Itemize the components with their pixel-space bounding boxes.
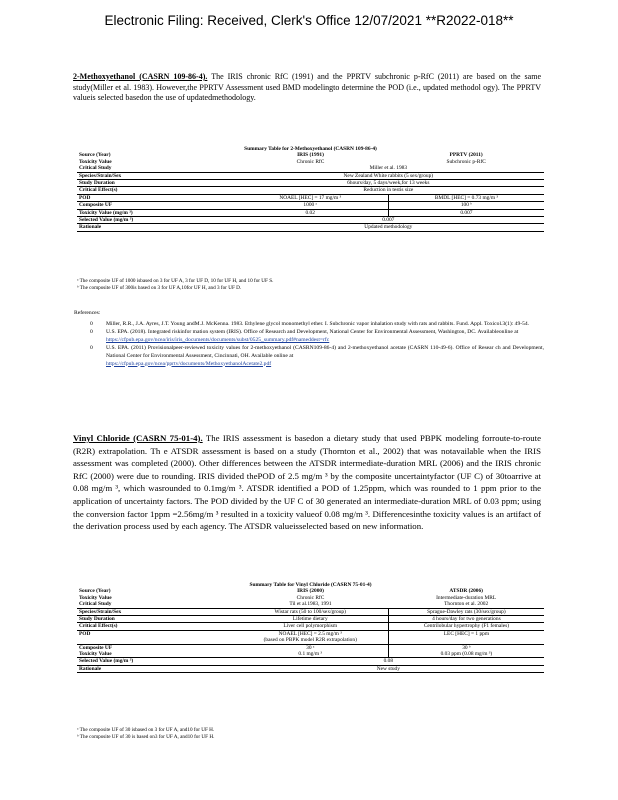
vinyl-chloride-heading: Vinyl Chloride (CASRN 75-01-4).	[73, 433, 203, 443]
vinyl-chloride-paragraph	[73, 432, 541, 533]
table2-source-b: ATSDR (2006)	[449, 588, 483, 595]
vinyl-chloride-text: The IRIS assessment is basedon a dietary study that used PBPK modeling forroute-to-route (R2R) extrapolation. Th e ATSDR assessment is based on a study (Thornton et al., 2002) that was notavailable when the IRIS assessment was completed (2000). Other differences between the ATSDR intermediate-duration MRL (2006) and the IRIS chronic RfC (2000) were due to rounding. IRIS divided thePOD of 2.5 mg/m ³ by the composite uncertaintyfactor (UF C) of 30toarrive at 0.08 mg/m ³, which wasrounded to 0.1mg/m ³. ATSDR identified a POD of 1.25ppm, which was rounded to 1 ppm prior to the application of uncertainty factors. The POD divided by the UF C of 30 generated an intermediate-duration MRL of 0.03 ppm; using the conversion factor 1ppm =2.56mg/m ³ resulted in a toxicity valueof 0.08 mg/m ³. Differencesinthe toxicity values is an artifact of the derivation process used by each agency. The ATSDR valueisselected based on new information.	[73, 433, 542, 532]
table1-rationale-label: Rationale	[77, 224, 233, 231]
table1-toxicity-label: Toxicity Value	[79, 158, 112, 165]
reference-text: U.S. EPA. (2018). Integrated riskinfor mation system (IRIS). Office of Research and Development, National Center for Environmental Assessment, Washington, DC. Availableonline at	[106, 329, 519, 336]
references-section	[74, 310, 544, 369]
reference-text: Miller, R.R., J.A. Ayres, J.T. Young andM.J. McKenna. 1983. Ethylene glycol monomethyl ether. I. Subchronic vapor inhalation study with rats and rabbits. Fund. Appl. Toxicol.3(1): 49-54.	[106, 320, 530, 327]
table2-rationale-value: New study	[233, 665, 544, 672]
table1-study-value: Miller et al. 1983	[369, 165, 408, 172]
table1-source-label: Source (Year)	[79, 152, 111, 159]
table2-pod-a-note: (based on PBPK model R2R extrapolation)	[263, 637, 357, 644]
reference-item	[74, 321, 544, 329]
table2-selected-value: 0.08	[233, 658, 544, 665]
table1-source-b: PPRTV (2011)	[449, 152, 483, 159]
table1-pod-a: NOAEL [HEC] = 17 mg/m ³	[233, 194, 389, 201]
table2-study-label: Critical Study	[79, 601, 112, 608]
table2-source-label: Source (Year)	[79, 588, 111, 595]
table2-pod-a-value: NOAEL [HEC] = 2.5 mg/m ³	[278, 630, 342, 637]
table2-uf-label: Composite UF	[77, 644, 233, 651]
table1-source-a: IRIS (1991)	[297, 152, 324, 159]
table1-duration-value: 6hours/day, 5 days/week,for 13 weeks	[233, 180, 544, 187]
table2-footnote-a: ᵃ The composite UF of 30 isbased on 3 for UF A, and10 for UF H.	[77, 727, 215, 733]
reference-link[interactable]: https://cfpub.epa.gov/ncea/iris/iris_documents/documents/subst/0525_summary.pdf#nameddest=rfc	[106, 336, 330, 343]
table1-selected-label: Selected Value (mg/m ³)	[77, 217, 233, 224]
table1-uf-b: 100 ᵇ	[388, 202, 544, 209]
bullet-icon: 0	[90, 320, 93, 327]
reference-link[interactable]: https://cfpub.epa.gov/ncea/pprtv/documents/MethoxyethanolAcetate2.pdf	[106, 360, 272, 367]
bullet-icon: 0	[90, 329, 93, 336]
table1-species-value: New Zealand White rabbits (5 sex/group)	[233, 172, 544, 179]
table1-study-label: Critical Study	[79, 165, 112, 172]
table1-toxval-label: Toxicity Value (mg/m ³)	[77, 209, 233, 216]
bullet-icon: 0	[90, 345, 93, 352]
table2-study-a: Til et al.1983, 1991	[289, 601, 332, 608]
table1-rationale-value: Updated methodology	[233, 224, 544, 231]
table1-uf-a: 1000 ᵃ	[233, 202, 389, 209]
reference-item	[74, 345, 544, 368]
table2-footnote-b: ᵇ The composite UF of 30 is based on3 for UF A, and10 for UF H.	[77, 733, 215, 740]
table1-footnote-a: ᵃ The composite UF of 1000 isbased on 3 for UF A, 3 for UF D, 10 for UF H, and 10 for UF S.	[77, 278, 274, 284]
table1-footnotes	[77, 278, 273, 291]
table2-effect-b: Centrilobular hypertrophy (F1 females)	[388, 623, 544, 630]
table2-rationale-label: Rationale	[77, 665, 233, 672]
table2-effect-label: Critical Effect(s)	[77, 623, 233, 630]
table1-effect-label: Critical Effect(s)	[77, 187, 233, 194]
reference-item	[74, 329, 544, 344]
table2-toxval-label: Toxicity Value	[79, 651, 112, 658]
table2-uf-a: 30 ᵃ	[233, 644, 389, 651]
references-heading: References:	[74, 310, 101, 316]
table2-effect-a: Liver cell polymorphism	[233, 623, 389, 630]
table1-pod-label: POD	[77, 194, 233, 201]
table2-pod-b: LEC [HEC] = 1 ppm	[388, 630, 544, 644]
table2-duration-label: Study Duration	[77, 616, 233, 623]
table2-toxicity-label: Toxicity Value	[79, 594, 112, 601]
table1-selected-value: 0.007	[233, 217, 544, 224]
vinyl-chloride-summary-table	[77, 582, 544, 673]
table2-duration-a: Lifetime dietary	[233, 616, 389, 623]
table1-toxicity-b: Subchronic p-RfC	[446, 158, 486, 165]
methoxyethanol-summary-table	[77, 146, 544, 232]
table2-toxval-b: 0.03 ppm (0.08 mg/m ³)	[388, 651, 544, 658]
page-header: Electronic Filing: Received, Clerk's Office 12/07/2021 **R2022-018**	[104, 13, 514, 28]
table2-toxicity-a: Chronic RfC	[296, 594, 325, 601]
table2-species-b: Sprague-Dawley rats (30/sex/group)	[388, 608, 544, 615]
table2-species-label: Species/Strain/Sex	[77, 608, 233, 615]
table2-uf-b: 30 ᵇ	[388, 644, 544, 651]
table2-toxval-a: 0.1 mg/m ³	[298, 651, 323, 658]
table2-caption: Summary Table for Vinyl Chloride (CASRN 75-01-4)	[249, 582, 372, 588]
table1-toxval-b: 0.007	[388, 209, 544, 216]
table1-pod-b: BMDL [HEC] = 0.73 mg/m ³	[388, 194, 544, 201]
table1-footnote-b: ᵇ The composite UF of 300is based on 3 for UF A,10for UF H, and 3 for UF D.	[77, 284, 242, 291]
table2-source-a: IRIS (2000)	[297, 588, 324, 595]
table2-toxicity-b: Intermediate-duration MRL	[436, 594, 497, 601]
table2-footnotes	[77, 727, 214, 740]
table2-pod-a	[233, 630, 389, 644]
table2-pod-label: POD	[77, 630, 233, 644]
table2-study-b: Thornton et al. 2002	[444, 601, 489, 608]
table2-selected-label: Selected Value (mg/m ³)	[77, 658, 233, 665]
table1-uf-label: Composite UF	[77, 202, 233, 209]
methoxyethanol-paragraph	[73, 72, 541, 104]
table2-species-a: Wistar rats (50 to 100/sex/group)	[233, 608, 389, 615]
table1-duration-label: Study Duration	[77, 180, 233, 187]
methoxyethanol-heading: 2-Methoxyethanol (CASRN 109-86-4).	[73, 72, 208, 81]
table1-toxicity-a: Chronic RfC	[296, 158, 325, 165]
table1-species-label: Species/Strain/Sex	[77, 172, 233, 179]
reference-text: U.S. EPA. (2011) Provisionalpeer-reviewed toxicity values for 2-methoxyethanol (CASRN109-86-4) and 2-methoxyethanol acetate (CASRN 110-49-6). Office of Resear ch and Development, National Center for Environmental Assessment, Cincinnati, OH. Available online at	[106, 345, 544, 359]
table1-caption: Summary Table for 2-Methoxyethanol (CASRN 109-86-4)	[244, 146, 377, 152]
table1-toxval-a: 0.02	[233, 209, 389, 216]
methoxyethanol-text: The IRIS chronic RfC (1991) and the PPRTV subchronic p-RfC (2011) are based on the same study(Miller et al. 1983). However,the PPRTV Assessment used BMD modelingto determine the POD (i.e., updated methodol ogy). The PPRTV valueis selected basedon the use of updatedmethodology.	[73, 72, 541, 102]
table1-effect-value: Reduction in testis size	[233, 187, 544, 194]
table2-duration-b: 4 hours/day for two generations	[388, 616, 544, 623]
